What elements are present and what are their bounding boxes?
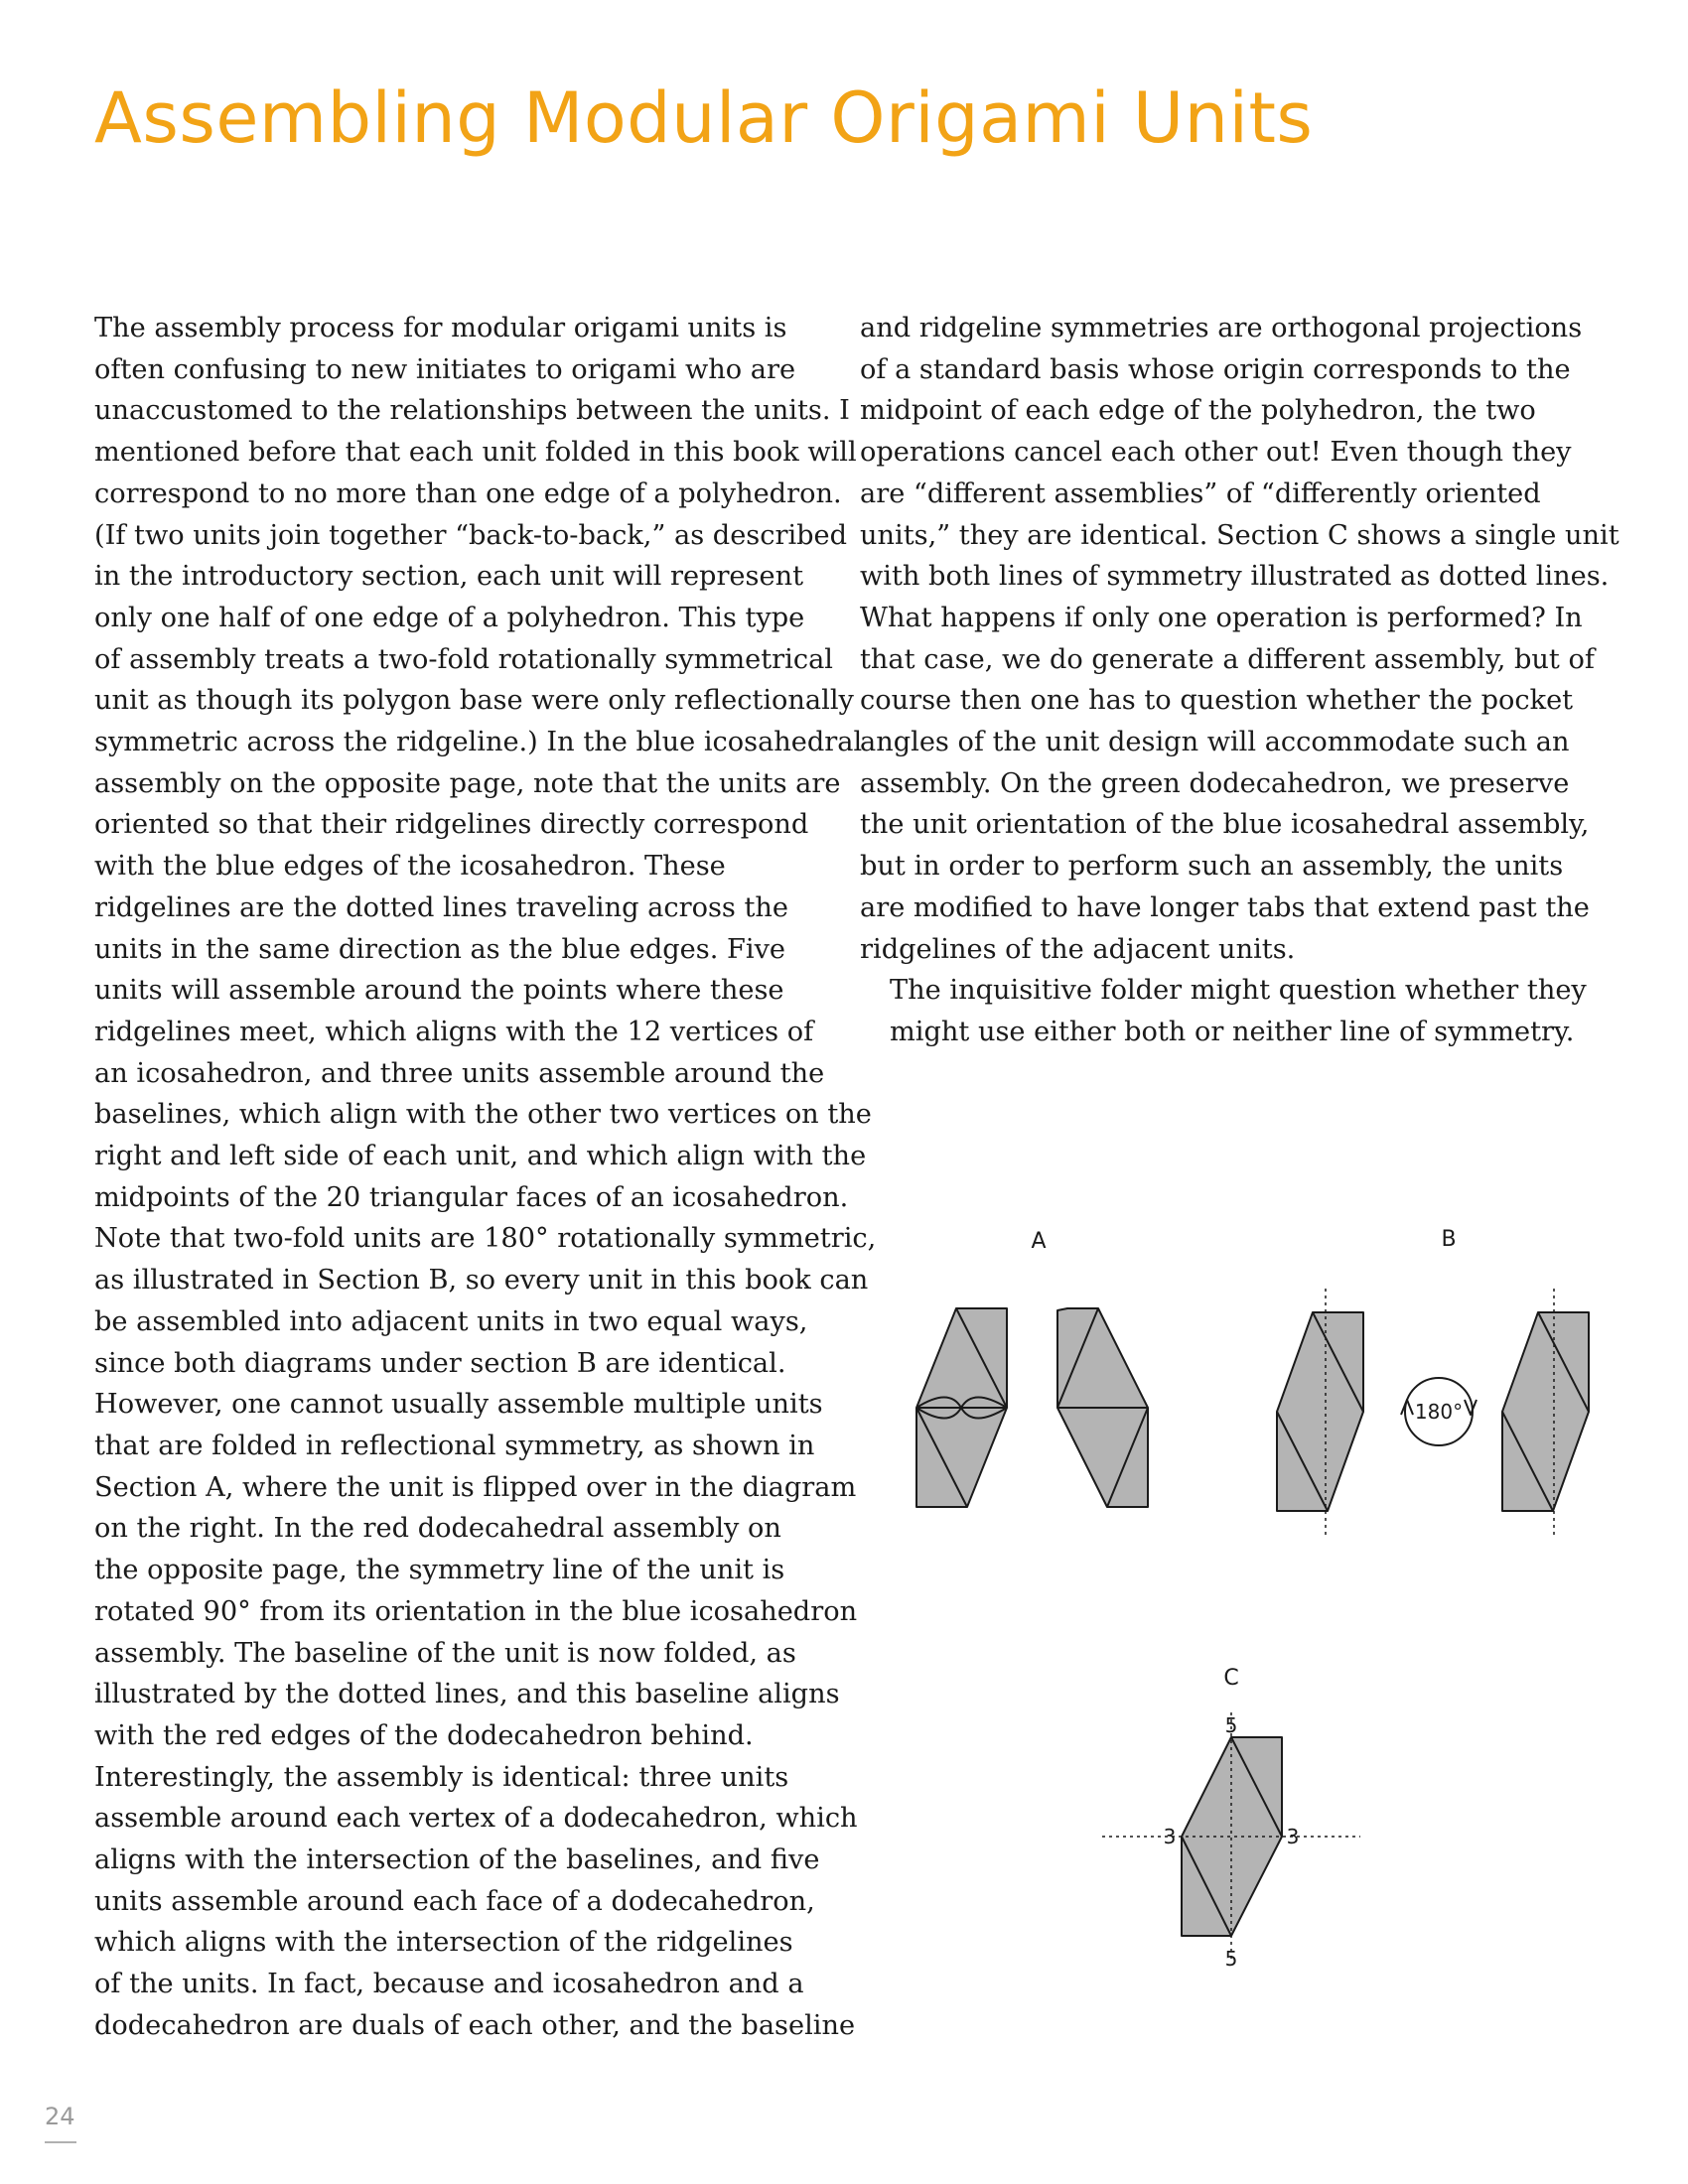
text-line: illustrated by the dotted lines, and this baseline aligns	[94, 1679, 840, 1710]
text-line: ridgelines are the dotted lines traveling across the	[94, 891, 789, 923]
text-line: are “different assemblies” of “differently oriented	[860, 478, 1541, 509]
right-paragraph-2	[860, 970, 1595, 1052]
text-line: aligns with the intersection of the baselines, and five	[94, 1844, 820, 1876]
text-line: Interestingly, the assembly is identical: three units	[94, 1761, 789, 1793]
rotation-label: 180°	[1414, 1400, 1464, 1424]
text-line: units in the same direction as the blue edges. Five	[94, 933, 786, 965]
text-line: as illustrated in Section B, so every unit in this book can	[94, 1265, 869, 1297]
text-line: oriented so that their ridgelines directly correspond	[94, 809, 809, 841]
text-line: since both diagrams under section B are identical.	[94, 1347, 786, 1379]
section-c-label: C	[1223, 1666, 1239, 1691]
text-line: dodecahedron are duals of each other, and the baseline	[94, 2009, 856, 2041]
text-line: assembly. The baseline of the unit is now folded, as	[94, 1637, 796, 1669]
text-line: of assembly treats a two-fold rotationally symmetrical	[94, 643, 833, 675]
text-line: the opposite page, the symmetry line of the unit is	[94, 1555, 785, 1586]
text-line: of the units. In fact, because and icosahedron and a	[94, 1969, 804, 2000]
text-line: What happens if only one operation is performed? In	[860, 602, 1583, 633]
text-line: operations cancel each other out! Even though they	[860, 437, 1572, 469]
symmetry-diagram-svg	[854, 1191, 1648, 1985]
text-line: but in order to perform such an assembly, the units	[860, 851, 1564, 883]
section-a-unit-right	[1057, 1308, 1148, 1507]
symmetry-diagram	[854, 1191, 1648, 1985]
section-c-top-number: 5	[1224, 1713, 1238, 1737]
text-line: Section A, where the unit is flipped over in the diagram	[94, 1471, 857, 1503]
text-line: baselines, which align with the other two vertices on the	[94, 1099, 872, 1131]
text-line: of a standard basis whose origin corresponds to the	[860, 353, 1571, 385]
text-line: might use either both or neither line of symmetry.	[890, 1016, 1575, 1047]
text-line: (If two units join together “back-to-back,” as described	[94, 519, 848, 551]
text-line: midpoint of each edge of the polyhedron, the two	[860, 395, 1536, 427]
text-line: with both lines of symmetry illustrated as dotted lines.	[860, 561, 1610, 593]
text-line: on the right. In the red dodecahedral assembly on	[94, 1513, 781, 1545]
text-line: that case, we do generate a different assembly, but of	[860, 643, 1595, 675]
page-title: Assembling Modular Origami Units	[94, 77, 1314, 159]
text-line: with the red edges of the dodecahedron behind.	[94, 1719, 754, 1751]
section-b-unit-right	[1502, 1289, 1589, 1537]
text-line: ridgelines of the adjacent units.	[860, 933, 1296, 965]
text-line: that are folded in reflectional symmetry, as shown in	[94, 1430, 815, 1461]
text-line: in the introductory section, each unit will represent	[94, 561, 804, 593]
text-line: an icosahedron, and three units assemble around the	[94, 1057, 825, 1089]
section-a-label: A	[1031, 1229, 1047, 1254]
section-b-label: B	[1441, 1227, 1457, 1252]
page-number-rule	[45, 2141, 76, 2143]
text-line: units,” they are identical. Section C shows a single unit	[860, 519, 1619, 551]
text-line: symmetric across the ridgeline.) In the blue icosahedral	[94, 727, 863, 758]
page-number: 24	[45, 2103, 75, 2130]
text-line: assembly. On the green dodecahedron, we preserve	[860, 767, 1570, 799]
text-line: the unit orientation of the blue icosahedral assembly,	[860, 809, 1590, 841]
section-c-left-number: 3	[1163, 1825, 1177, 1848]
text-line: unaccustomed to the relationships between the units. I	[94, 395, 850, 427]
text-line: course then one has to question whether the pocket	[860, 685, 1574, 717]
right-paragraph-1	[860, 308, 1619, 970]
left-paragraph	[94, 308, 877, 2047]
text-line: However, one cannot usually assemble multiple units	[94, 1389, 823, 1421]
section-c-bottom-number: 5	[1224, 1947, 1238, 1971]
section-b-unit-left	[1277, 1289, 1363, 1537]
right-column-text	[860, 308, 1619, 1053]
text-line: be assembled into adjacent units in two equal ways,	[94, 1305, 808, 1337]
text-line: assemble around each vertex of a dodecahedron, which	[94, 1803, 858, 1835]
text-line: which aligns with the intersection of the ridgelines	[94, 1927, 793, 1959]
text-line: and ridgeline symmetries are orthogonal projections	[860, 313, 1583, 343]
text-line: assembly on the opposite page, note that the units are	[94, 767, 841, 799]
section-c-unit	[1102, 1712, 1360, 1961]
section-a-unit-left	[916, 1308, 1007, 1507]
text-line: right and left side of each unit, and which align with the	[94, 1141, 867, 1172]
text-line: only one half of one edge of a polyhedron. This type	[94, 602, 805, 633]
text-line: Note that two-fold units are 180° rotationally symmetric,	[94, 1223, 877, 1255]
text-line: midpoints of the 20 triangular faces of an icosahedron.	[94, 1181, 849, 1213]
text-line: units will assemble around the points where these	[94, 975, 784, 1007]
left-column-text	[94, 308, 877, 2047]
text-line: The inquisitive folder might question whether they	[890, 975, 1587, 1007]
text-line: angles of the unit design will accommodate such an	[860, 727, 1570, 758]
text-line: are modified to have longer tabs that extend past the	[860, 891, 1590, 923]
text-line: The assembly process for modular origami units is	[94, 313, 787, 343]
text-line: units assemble around each face of a dodecahedron,	[94, 1885, 815, 1917]
text-line: mentioned before that each unit folded in this book will	[94, 437, 857, 469]
text-line: ridgelines meet, which aligns with the 12 vertices of	[94, 1016, 814, 1047]
text-line: unit as though its polygon base were only reflectionally	[94, 685, 854, 717]
text-line: rotated 90° from its orientation in the blue icosahedron	[94, 1595, 858, 1627]
text-line: often confusing to new initiates to origami who are	[94, 353, 796, 385]
text-line: correspond to no more than one edge of a polyhedron.	[94, 478, 842, 509]
section-c-right-number: 3	[1286, 1825, 1300, 1848]
text-line: with the blue edges of the icosahedron. These	[94, 851, 726, 883]
